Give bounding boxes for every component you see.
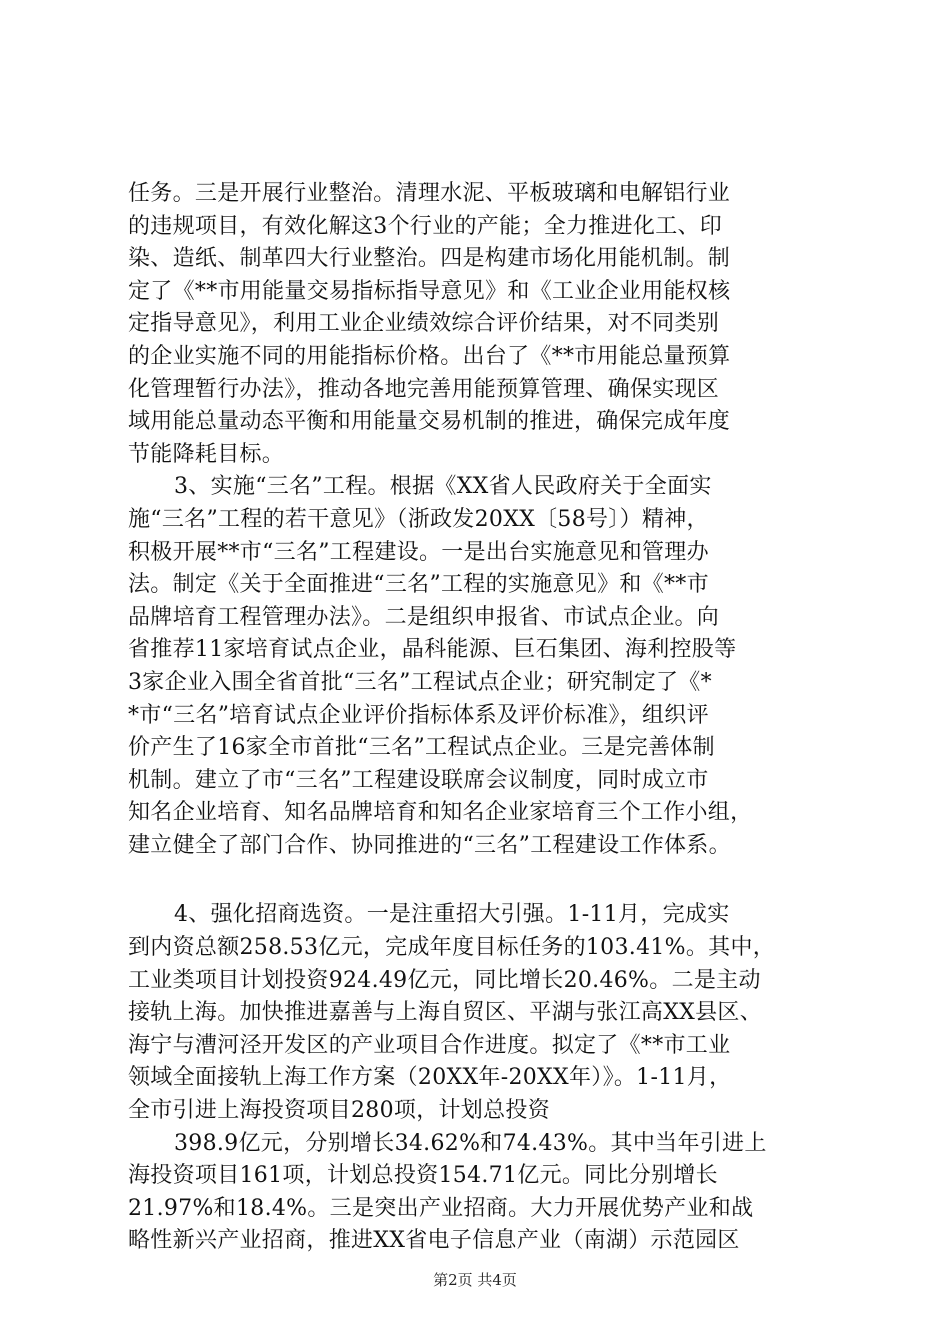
text-line-16: 3家企业入围全省首批“三名”工程试点企业；研究制定了《*	[128, 669, 712, 695]
text-line-2: 的违规项目，有效化解这3个行业的产能；全力推进化工、印	[128, 213, 723, 239]
paragraph-3-start: 3、实施“三名”工程。根据《XX省人民政府关于全面实	[174, 474, 712, 500]
text-line-32: 略性新兴产业招商，推进XX省电子信息产业（南湖）示范园区	[128, 1228, 740, 1254]
text-line-6: 的企业实施不同的用能指标价格。出台了《**市用能总量预算	[128, 343, 731, 369]
text-line-25: 接轨上海。加快推进嘉善与上海自贸区、平湖与张江高XX县区、	[128, 1000, 763, 1026]
text-line-30: 海投资项目161项，计划总投资154.71亿元。同比分别增长	[128, 1163, 718, 1189]
page-footer	[0, 1270, 950, 1290]
text-line-4: 定了《**市用能量交易指标指导意见》和《工业企业用能权核	[128, 278, 731, 304]
text-line-3: 染、造纸、制革四大行业整治。四是构建市场化用能机制。制	[128, 246, 731, 272]
paragraph-gap	[128, 862, 848, 899]
text-line-12: 积极开展**市“三名”工程建设。一是出台实施意见和管理办	[128, 539, 709, 565]
text-line-24: 工业类项目计划投资924.49亿元，同比增长20.46%。二是主动	[128, 967, 761, 993]
document-body	[128, 178, 848, 1258]
text-line-27: 领域全面接轨上海工作方案（20XX年-20XX年）》。1-11月，	[128, 1065, 732, 1091]
text-line-8: 域用能总量动态平衡和用能量交易机制的推进，确保完成年度	[128, 409, 731, 435]
text-line-31: 21.97%和18.4%。三是突出产业招商。大力开展优势产业和战	[128, 1195, 754, 1221]
text-line-17: *市“三名”培育试点企业评价指标体系及评价标准》，组织评	[128, 702, 709, 728]
text-line-14: 品牌培育工程管理办法》。二是组织申报省、市试点企业。向	[128, 604, 720, 630]
text-line-23: 到内资总额258.53亿元，完成年度目标任务的103.41%。其中，	[128, 935, 776, 961]
text-line-28: 全市引进上海投资项目280项，计划总投资	[128, 1098, 550, 1124]
text-line-21: 建立健全了部门合作、协同推进的“三名”工程建设工作体系。	[128, 832, 731, 858]
text-line-11: 施“三名”工程的若干意见》（浙政发20XX〔58号〕）精神，	[128, 506, 709, 532]
text-line-7: 化管理暂行办法》，推动各地完善用能预算管理、确保实现区	[128, 376, 720, 402]
page-number: 第2页 共4页	[433, 1271, 517, 1289]
paragraph-4-start: 4、强化招商选资。一是注重招大引强。1-11月，完成实	[174, 902, 730, 928]
text-line-18: 价产生了16家全市首批“三名”工程试点企业。三是完善体制	[128, 735, 715, 761]
text-line-9: 节能降耗目标。	[128, 441, 285, 467]
text-line-19: 机制。建立了市“三名”工程建设联席会议制度，同时成立市	[128, 767, 709, 793]
text-line-5: 定指导意见》，利用工业企业绩效综合评价结果，对不同类别	[128, 311, 720, 337]
text-line-13: 法。制定《关于全面推进“三名”工程的实施意见》和《**市	[128, 572, 709, 598]
text-line-15: 省推荐11家培育试点企业，晶科能源、巨石集团、海利控股等	[128, 637, 737, 663]
text-line-20: 知名企业培育、知名品牌培育和知名企业家培育三个工作小组，	[128, 800, 753, 826]
text-line-29: 398.9亿元，分别增长34.62%和74.43%。其中当年引进上	[174, 1130, 767, 1156]
text-line-26: 海宁与漕河泾开发区的产业项目合作进度。拟定了《**市工业	[128, 1032, 731, 1058]
text-line-1: 任务。三是开展行业整治。清理水泥、平板玻璃和电解铝行业	[128, 181, 731, 206]
